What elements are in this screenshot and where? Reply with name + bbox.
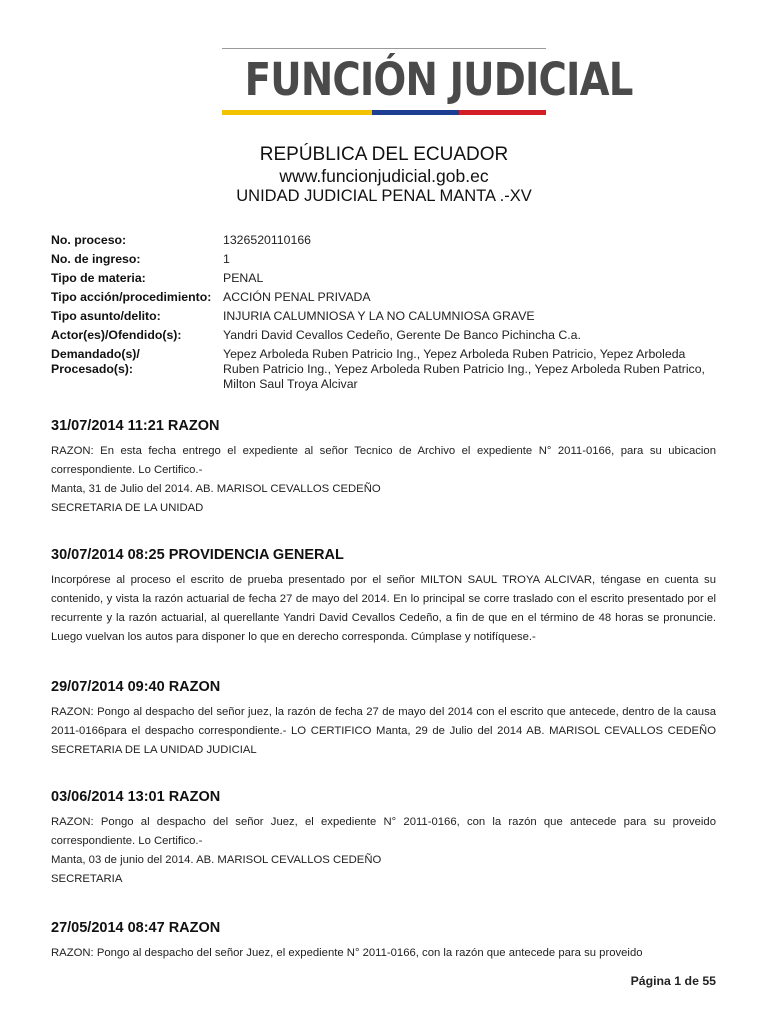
info-label: No. de ingreso: [51,252,141,266]
entry-paragraph: Manta, 03 de junio del 2014. AB. MARISOL CEVALLOS CEDEÑO [51,854,382,866]
entry-title: 27/05/2014 08:47 RAZON [51,920,221,936]
logo-rule [222,48,546,49]
info-label: Tipo asunto/delito: [51,309,161,323]
flag-color-bar [222,110,546,115]
info-row-action-type [51,288,721,307]
page-number: Página 1 de 55 [630,974,716,988]
info-label: Actor(es)/Ofendido(s): [51,328,182,342]
info-label: Tipo de materia: [51,271,146,285]
country-title: REPÚBLICA DEL ECUADOR [259,144,509,165]
entry-title: 30/07/2014 08:25 PROVIDENCIA GENERAL [51,547,344,563]
flag-yellow-stripe [222,110,372,115]
info-value: Yepez Arboleda Ruben Patricio Ing., Yepez Arboleda Ruben Patricio, Yepez Arboleda Ruben Patricio Ing., Yepez Arboleda Ruben Patricio Ing., Yepez Arboleda Ruben Patrico, Milton Saul Troya Alcivar [223,347,705,391]
funcion-judicial-logo [222,48,633,116]
entry-body [51,571,716,647]
entry-paragraph: SECRETARIA DE LA UNIDAD [51,502,204,514]
entry-body [51,944,716,963]
info-row-entry-number [51,250,721,269]
docket-entry [51,416,716,518]
docket-entry [51,677,716,760]
entry-paragraph: RAZON: Pongo al despacho del señor juez, la razón de fecha 27 de mayo del 2014 con el escrito que antecede, dentro de la causa 2011-0166para el despacho correspondiente.- LO CERTIFICO Manta, 29 de Julio del 2014 AB. MARISOL CEVALLOS CEDEÑO SECRETARIA DE LA UNIDAD JUDICIAL [51,706,716,756]
case-info-table [51,231,721,392]
entry-body [51,442,716,518]
info-row-plaintiff [51,326,721,345]
info-value: INJURIA CALUMNIOSA Y LA NO CALUMNIOSA GRAVE [223,309,535,323]
flag-red-stripe [459,110,546,115]
flag-blue-stripe [372,110,459,115]
entry-paragraph: Manta, 31 de Julio del 2014. AB. MARISOL CEVALLOS CEDEÑO [51,483,381,495]
info-value: 1326520110166 [223,233,311,247]
docket-entry [51,545,716,647]
info-label: Tipo acción/procedimiento: [51,290,212,304]
entry-body [51,703,716,760]
info-label: No. proceso: [51,233,127,247]
court-unit-title: UNIDAD JUDICIAL PENAL MANTA .-XV [236,187,532,205]
info-value: Yandri David Cevallos Cedeño, Gerente De Banco Pichincha C.a. [223,328,581,342]
entry-body [51,813,716,889]
entry-title: 03/06/2014 13:01 RAZON [51,789,221,805]
info-row-offense-type [51,307,721,326]
entry-paragraph: Incorpórese al proceso el escrito de prueba presentado por el señor MILTON SAUL TROYA ALCIVAR, téngase en cuenta su contenido, y vista la razón actuarial de fecha 27 de mayo del 2014. En lo principal se corre traslado con el escrito presentado por el recurrente y la razón actuarial, al querellante Yandri David Cevallos Cedeño, a fin de que en el término de 48 horas se pronuncie. Luego vuelvan los autos para disponer lo que en derecho corresponda. Cúmplase y notifíquese.- [51,574,716,643]
info-row-matter-type [51,269,721,288]
info-row-process-number [51,231,721,250]
entry-title: 29/07/2014 09:40 RAZON [51,679,221,695]
info-row-defendant [51,347,721,392]
entry-paragraph: RAZON: Pongo al despacho del señor Juez, el expediente N° 2011-0166, con la razón que antecede para su proveido correspondiente. Lo Certifico.- [51,816,716,847]
docket-entry [51,787,716,889]
entry-title: 31/07/2014 11:21 RAZON [51,418,220,434]
logo-text: FUNCIÓN JUDICIAL [244,53,633,106]
docket-entry [51,918,716,963]
info-value: PENAL [223,271,264,285]
info-label: Demandado(s)/ Procesado(s): [51,347,140,376]
entry-paragraph: SECRETARIA [51,873,123,885]
info-value: 1 [223,252,230,266]
entry-paragraph: RAZON: Pongo al despacho del señor Juez, el expediente N° 2011-0166, con la razón que antecede para su proveido [51,947,643,959]
entry-paragraph: RAZON: En esta fecha entrego el expediente al señor Tecnico de Archivo el expediente N° 2011-0166, para su ubicacion correspondiente. Lo Certifico.- [51,445,716,476]
website-url: www.funcionjudicial.gob.ec [279,166,489,186]
info-value: ACCIÓN PENAL PRIVADA [223,290,371,304]
